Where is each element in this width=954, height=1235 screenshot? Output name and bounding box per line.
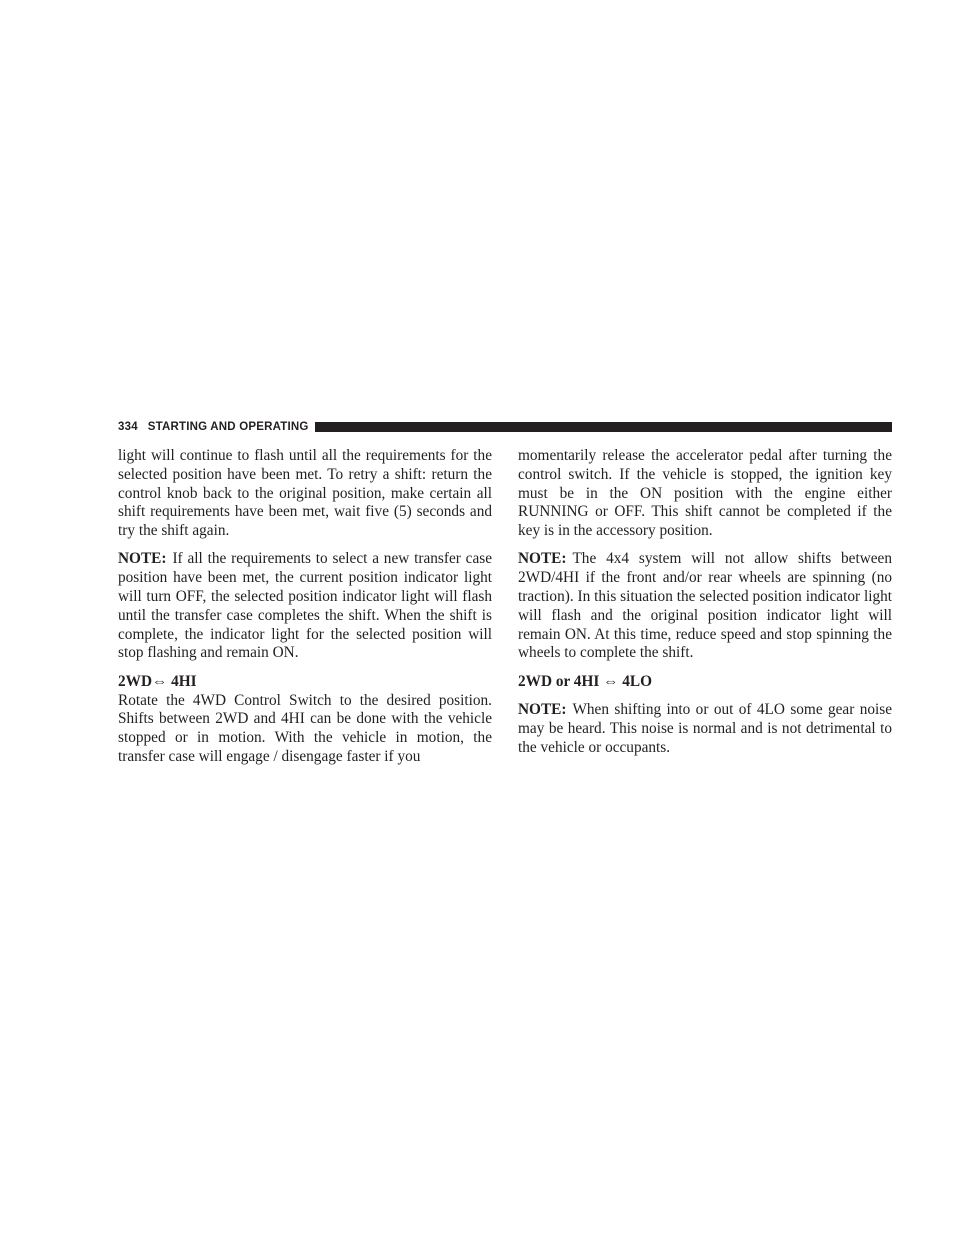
section-title: STARTING AND OPERATING: [147, 421, 309, 433]
page-header: [118, 418, 892, 436]
note-label: NOTE:: [118, 550, 167, 568]
header-rule: [315, 422, 892, 432]
paragraph-flash-requirements: light will continue to flash until all the requirements for the selected position have been met. To retry a shift: return the control knob back to the original position, make certain all shift requirements have been met, wait five (5) seconds and try the shift again.: [118, 447, 492, 540]
subheading-4lo: 2WD or 4HI ⇔ 4LO: [518, 672, 652, 690]
page-number: 334: [118, 421, 138, 433]
note-wheel-spin: [518, 550, 892, 663]
note-gear-noise: [518, 701, 892, 757]
note-label: NOTE:: [518, 701, 567, 719]
paragraph-release-accelerator: momentarily release the accelerator pedal after turning the control switch. If the vehicle is stopped, the ignition key must be in the ON position with the engine either RUNNING or OFF. This shift cannot be completed if the key is in the accessory position.: [518, 447, 892, 540]
note-label: NOTE:: [518, 550, 567, 568]
note-text: The 4x4 system will not allow shifts between 2WD/4HI if the front and/or rear wheels are spinning (no traction). In this situation the selected position indicator light will flash and the original position indicator light will remain ON. At this time, reduce speed and stop spinning the wheels to complete the shift.: [518, 550, 892, 662]
right-column: [518, 447, 892, 757]
note-text: When shifting into or out of 4LO some gear noise may be heard. This noise is normal and is not detrimental to the vehicle or occupants.: [518, 701, 892, 756]
note-text: If all the requirements to select a new transfer case position have been met, the current position indicator light will turn OFF, the selected position indicator light will flash until the transfer case completes the shift. When the shift is complete, the indicator light for the selected position will stop flashing and remain ON.: [118, 550, 492, 662]
paragraph-rotate-switch: Rotate the 4WD Control Switch to the desired position. Shifts between 2WD and 4HI can be done with the vehicle stopped or in motion. With the vehicle in motion, the transfer case will engage / disengage faster if you: [118, 691, 492, 765]
subheading-2wd-4hi: 2WD⇔ 4HI: [118, 672, 197, 690]
note-new-position: [118, 550, 492, 663]
left-column: [118, 447, 492, 767]
